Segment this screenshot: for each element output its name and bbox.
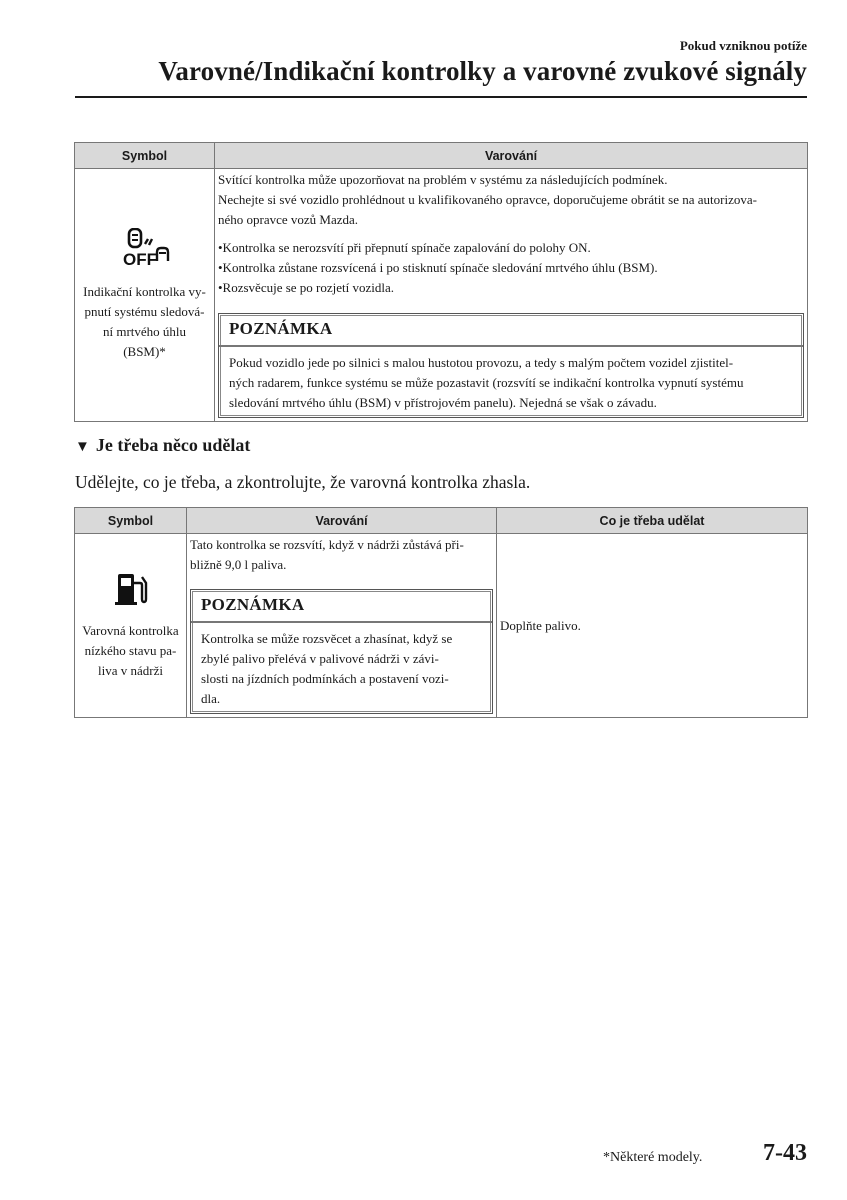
svg-text:OFF: OFF <box>122 250 157 268</box>
warning-cell <box>187 534 497 718</box>
note-box <box>218 313 804 418</box>
title-divider <box>75 96 807 98</box>
fuel-pump-icon <box>79 571 182 613</box>
section-intro: Udělejte, co je třeba, a zkontrolujte, že varovná kontrolka zhasla. <box>75 472 531 492</box>
list-item: •Rozsvěcuje se po rozjetí vozidla. <box>218 280 395 295</box>
table-row <box>75 169 808 422</box>
header-section-label: Pokud vzniknou potíže <box>679 38 807 53</box>
bsm-warning-table <box>74 142 808 422</box>
condition-list <box>218 238 804 298</box>
symbol-label: Varovná kontrolka nízkého stavu pa- liva v nádrži <box>82 622 179 678</box>
page-title: Varovné/Indikační kontrolky a varovné zvukové signály <box>158 56 807 86</box>
section-heading <box>75 435 250 456</box>
note-title: POZNÁMKA <box>191 590 492 623</box>
symbol-cell <box>75 534 187 718</box>
triangle-down-icon: ▼ <box>75 439 90 455</box>
list-item: •Kontrolka se nerozsvítí při přepnutí spínače zapalování do polohy ON. <box>218 240 591 255</box>
section-heading-text: Je třeba něco udělat <box>95 435 251 455</box>
column-header-symbol: Symbol <box>75 508 187 534</box>
note-box <box>190 589 493 714</box>
table-header-row <box>75 508 808 534</box>
action-cell: Doplňte palivo. <box>497 534 808 718</box>
note-title: POZNÁMKA <box>219 314 803 347</box>
column-header-warning: Varování <box>187 508 497 534</box>
column-header-warning: Varování <box>215 143 808 169</box>
note-text: Pokud vozidlo jede po silnici s malou hustotou provozu, a tedy s malým počtem vozidel zjistitel- ných radarem, funkce systému se může pozastavit (rozsvítí se indikační kontrolka vypnutí systému sledování mrtvého úhlu (BSM) v přístrojovém panelu). Nejedná se však o závadu. <box>229 355 744 410</box>
footnote: *Některé modely. <box>603 1150 703 1165</box>
column-header-symbol: Symbol <box>75 143 215 169</box>
column-header-action: Co je třeba udělat <box>497 508 808 534</box>
symbol-label: Indikační kontrolka vy- pnutí systému sledová- ní mrtvého úhlu (BSM)* <box>83 284 206 359</box>
fuel-warning-table <box>74 507 808 718</box>
note-text: Kontrolka se může rozsvěcet a zhasínat, když se zbylé palivo přelévá v palivové nádrži v závi- slosti na jízdních podmínkách a postavení vozi- dla. <box>201 631 453 706</box>
page-number: 7-43 <box>763 1140 807 1166</box>
symbol-cell <box>75 169 215 422</box>
list-item: •Kontrolka zůstane rozsvícená i po stisknutí spínače sledování mrtvého úhlu (BSM). <box>218 260 658 275</box>
warning-paragraph: Svítící kontrolka může upozorňovat na problém v systému za následujících podmínek. Nechejte si své vozidlo prohlédnout u kvalifikovaného opravce, doporučujeme obrátit se na autorizova- ného opravce vozů Mazda. <box>218 172 757 227</box>
table-header-row <box>75 143 808 169</box>
warning-paragraph: Tato kontrolka se rozsvítí, když v nádrži zůstává při- bližně 9,0 l paliva. <box>190 537 464 572</box>
table-row <box>75 534 808 718</box>
bsm-off-icon <box>79 228 210 274</box>
warning-cell <box>215 169 808 422</box>
